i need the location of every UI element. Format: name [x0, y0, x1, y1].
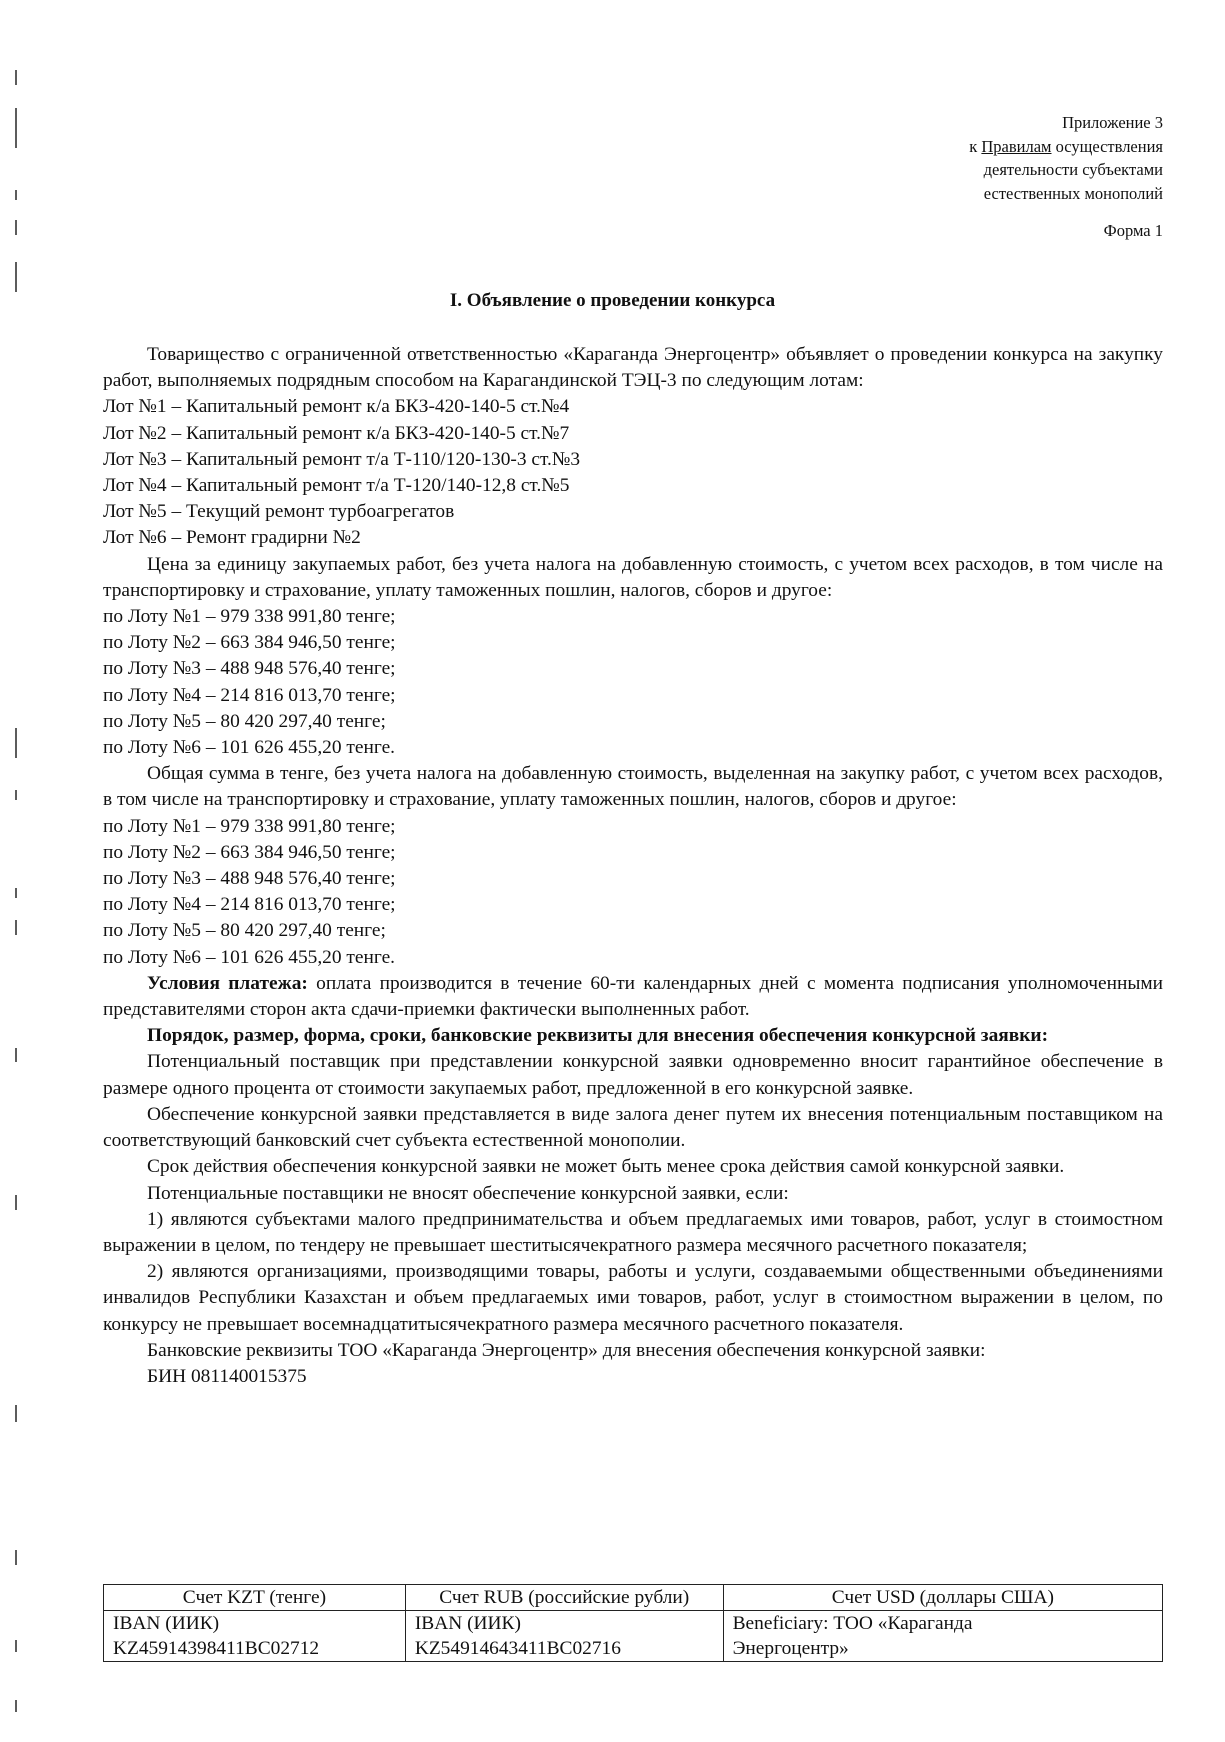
lots-list: [103, 394, 1163, 551]
table-header-row: [104, 1585, 1163, 1611]
unit-price-item: по Лоту №6 – 101 626 455,20 тенге.: [103, 737, 396, 759]
security-paragraph: 1) являются субъектами малого предпринимательства и объем предлагаемых ими товаров, работ, услуг в стоимостном выражении в целом, по тендеру не превышает шеститысячекратного размера месячного расчетного показателя;: [103, 1208, 1163, 1256]
lot-item: Лот №5 – Текущий ремонт турбоагрегатов: [103, 501, 455, 523]
appendix-line-4: естественных монополий: [983, 183, 1163, 203]
security-paragraph: Потенциальные поставщики не вносят обеспечение конкурсной заявки, если:: [147, 1182, 789, 1204]
bank-details-intro: Банковские реквизиты ТОО «Караганда Энергоцентр» для внесения обеспечения конкурсной заявки:: [147, 1339, 986, 1361]
lot-item: Лот №1 – Капитальный ремонт к/а БКЗ-420-140-5 ст.№4: [103, 396, 570, 418]
lot-item: Лот №4 – Капитальный ремонт т/а Т-120/140-12,8 ст.№5: [103, 475, 570, 497]
rules-link[interactable]: Правилам: [981, 136, 1052, 156]
security-paragraph: Потенциальный поставщик при представлении конкурсной заявки одновременно вносит гарантийное обеспечение в размере одного процента от стоимости закупаемых работ, предложенной в его конкурсной заявке.: [103, 1051, 1163, 1099]
total-item: по Лоту №5 – 80 420 297,40 тенге;: [103, 920, 386, 942]
total-item: по Лоту №2 – 663 384 946,50 тенге;: [103, 841, 396, 863]
security-heading: Порядок, размер, форма, сроки, банковские реквизиты для внесения обеспечения конкурсной заявки:: [147, 1025, 1049, 1047]
unit-price-item: по Лоту №2 – 663 384 946,50 тенге;: [103, 632, 396, 654]
appendix-line-3: деятельности субъектами: [983, 160, 1163, 179]
intro-paragraph: Товарищество с ограниченной ответственностью «Караганда Энергоцентр» объявляет о проведении конкурса на закупку работ, выполняемых подрядным способом на Карагандинской ТЭЦ-3 по следующим лотам:: [103, 344, 1163, 392]
total-item: по Лоту №1 – 979 338 991,80 тенге;: [103, 815, 396, 837]
appendix-line-1: Приложение 3: [1062, 113, 1163, 132]
page-title: I. Объявление о проведении конкурса: [449, 290, 776, 311]
unit-price-item: по Лоту №5 – 80 420 297,40 тенге;: [103, 710, 386, 732]
total-item: по Лоту №4 – 214 816 013,70 тенге;: [103, 894, 396, 916]
bank-accounts-table: [103, 1584, 1163, 1662]
unit-price-item: по Лоту №4 – 214 816 013,70 тенге;: [103, 684, 396, 706]
total-item: по Лоту №3 – 488 948 576,40 тенге;: [103, 868, 396, 890]
document-body: [103, 342, 1163, 1390]
form-label: Форма 1: [1103, 221, 1163, 240]
unit-price-list: [103, 604, 1163, 761]
unit-price-intro: Цена за единицу закупаемых работ, без учета налога на добавленную стоимость, с учетом всех расходов, в том числе на транспортировку и страхование, уплату таможенных пошлин, налогов, сборов и другое:: [103, 553, 1163, 601]
security-paragraph: Обеспечение конкурсной заявки представляется в виде залога денег путем их внесения потенциальным поставщиком на соответствующий банковский счет субъекта естественной монополии.: [103, 1103, 1163, 1152]
payment-terms: [103, 971, 1163, 1023]
total-list: [103, 814, 1163, 971]
header-usd: Счет USD (доллары США): [723, 1585, 1162, 1611]
total-intro: Общая сумма в тенге, без учета налога на добавленную стоимость, выделенная на закупку работ, с учетом всех расходов, в том числе на транспортировку и страхование, уплату таможенных пошлин, налогов, сборов и другое:: [103, 763, 1163, 811]
appendix-header: [803, 111, 1163, 205]
lot-item: Лот №6 – Ремонт градирни №2: [103, 527, 361, 549]
unit-price-item: по Лоту №1 – 979 338 991,80 тенге;: [103, 606, 396, 628]
lot-item: Лот №3 – Капитальный ремонт т/а Т-110/120-130-3 ст.№3: [103, 448, 581, 470]
header-rub: Счет RUB (российские рубли): [405, 1585, 723, 1611]
appendix-line-2: к Правилам осуществления: [969, 136, 1163, 156]
security-paragraph: 2) являются организациями, производящими товары, работы и услуги, создаваемыми общественными объединениями инвалидов Республики Казахстан и объем предлагаемых ими товаров, работ, услуг в стоимостном выражении в целом, по конкурсу не превышает восемнадцатитысячекратного размера месячного расчетного показателя.: [103, 1261, 1163, 1335]
total-item: по Лоту №6 – 101 626 455,20 тенге.: [103, 946, 396, 968]
table-cell: IBAN (ИИК) KZ45914398411BC02712: [104, 1611, 406, 1662]
lot-item: Лот №2 – Капитальный ремонт к/а БКЗ-420-140-5 ст.№7: [103, 422, 570, 444]
header-kzt: Счет KZT (тенге): [104, 1585, 406, 1611]
table-row: [104, 1611, 1163, 1662]
payment-text: оплата производится в течение 60-ти календарных дней с момента подписания уполномоченными представителями сторон акта сдачи-приемки фактически выполненных работ.: [103, 972, 1163, 1021]
payment-label: Условия платежа:: [147, 972, 308, 994]
table-cell: IBAN (ИИК) KZ54914643411BC02716: [405, 1611, 723, 1662]
table-cell: Beneficiary: ТОО «Караганда Энергоцентр»: [723, 1611, 1162, 1662]
security-paragraph: Срок действия обеспечения конкурсной заявки не может быть менее срока действия самой конкурсной заявки.: [147, 1156, 1065, 1178]
unit-price-item: по Лоту №3 – 488 948 576,40 тенге;: [103, 658, 396, 680]
bin-number: БИН 081140015375: [147, 1365, 307, 1387]
